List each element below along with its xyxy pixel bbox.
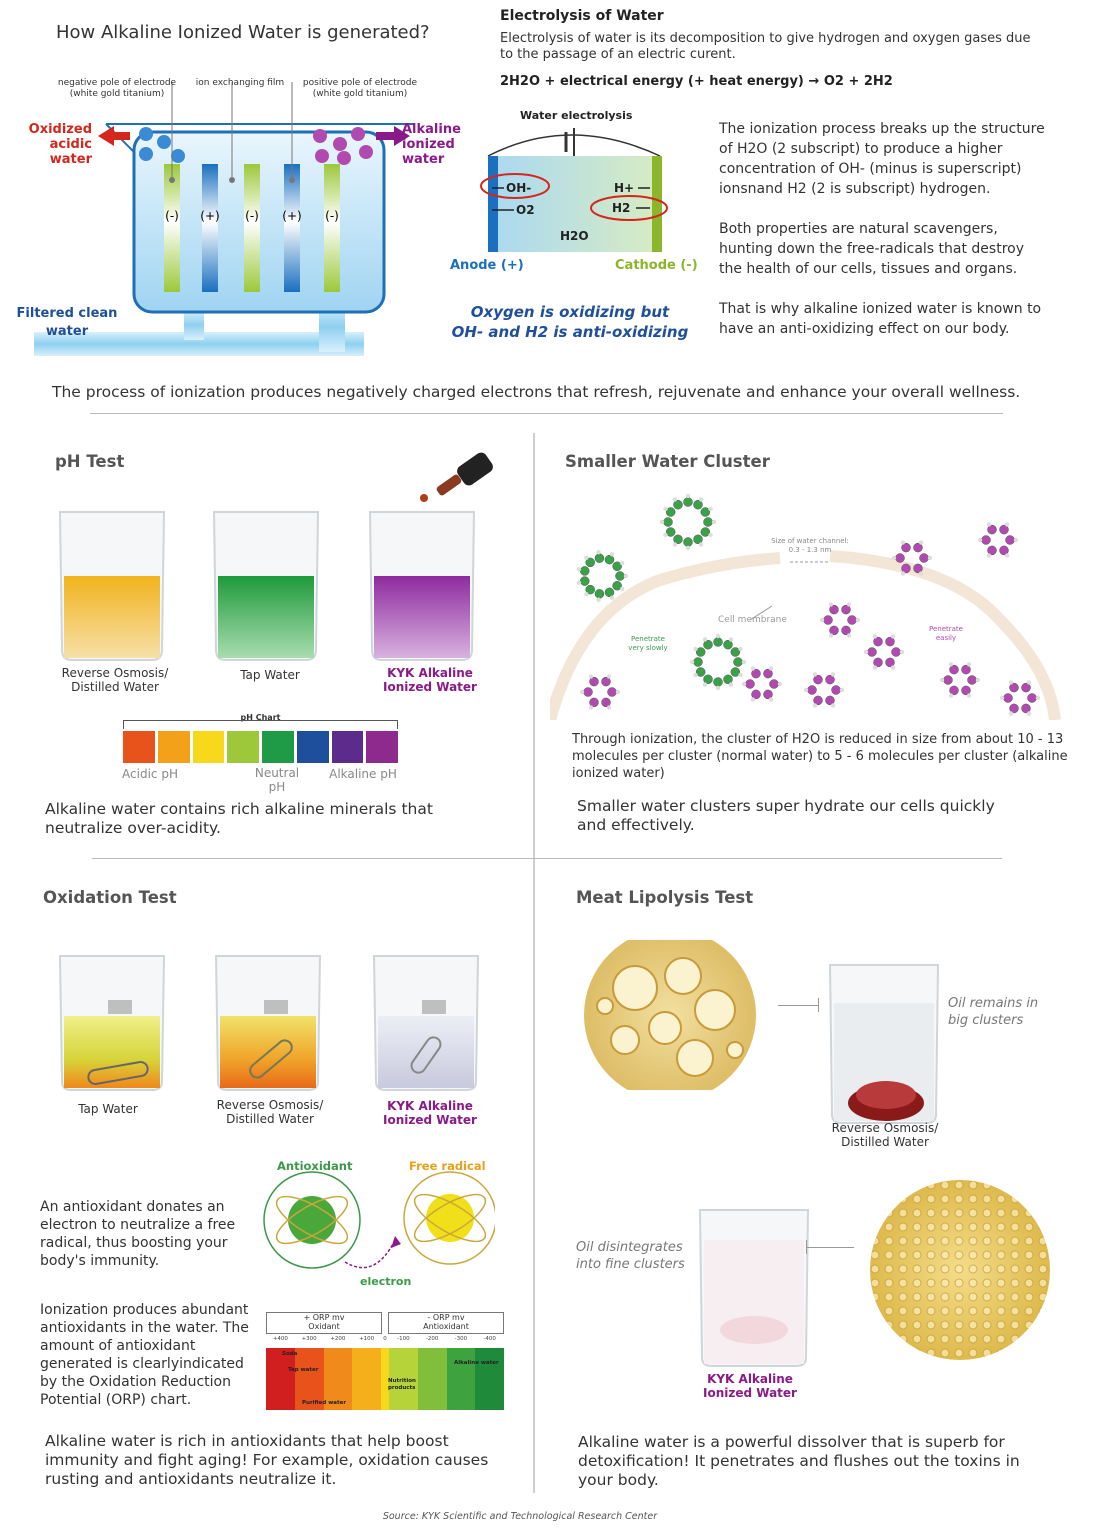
ox-beaker-label-kyk: KYK Alkaline Ionized Water	[383, 1099, 477, 1127]
large-cluster-icon	[690, 634, 746, 690]
orp-tick-label: -100	[397, 1336, 410, 1342]
oil-big-clusters-note: Oil remains in big clusters	[948, 996, 1039, 1028]
electrolysis-equation: 2H2O + electrical energy (+ heat energy) → O2 + 2H2	[500, 74, 893, 89]
small-cluster-icon	[978, 522, 1018, 558]
electron-label: electron	[360, 1275, 412, 1288]
antioxidant-label: Antioxidant	[277, 1159, 353, 1173]
cluster-heading: Smaller Water Cluster	[565, 452, 770, 471]
orp-ticks	[266, 1336, 504, 1346]
orp-plus-header: + ORP mv Oxidant	[266, 1312, 382, 1334]
h-plus-label: H+	[614, 181, 635, 195]
small-cluster-icon	[1000, 680, 1040, 716]
plate-sign: (-)	[165, 209, 179, 223]
ph-label-neutral: Neutral pH	[254, 766, 300, 794]
label-filtered-water: Filtered clean water	[16, 306, 118, 339]
plate-sign: (+)	[282, 209, 302, 223]
penetrate-slowly-label: Penetrate very slowly	[628, 635, 668, 652]
lipolysis-beaker-label-ro: Reverse Osmosis/ Distilled Water	[831, 1121, 939, 1149]
orp-bar	[266, 1348, 298, 1410]
orp-label-purified: Purified water	[302, 1400, 347, 1406]
ionization-orp-text: Ionization produces abundant antioxidants in the water. The amount of antioxidant generated is clearlyindicated by the Oxidation Reduction Potential (ORP) chart.	[40, 1302, 249, 1408]
orp-tick-label: +200	[330, 1336, 346, 1342]
beaker-label-ro: Reverse Osmosis/ Distilled Water	[61, 666, 169, 694]
water-electrolysis-diagram	[450, 104, 710, 284]
antioxidant-diagram	[255, 1170, 495, 1290]
ph-swatch	[366, 731, 398, 763]
ionization-paragraph-1: The ionization process breaks up the structure of H2O (2 subscript) to produce a higher concentration of OH- (minus is superscript) ionsnand H2 (2 is subscript) hydrogen.	[719, 121, 1045, 197]
lipolysis-beaker-label-kyk: KYK Alkaline Ionized Water	[703, 1372, 797, 1400]
orp-label-nutrition: Nutrition products	[388, 1378, 416, 1391]
water-channel-label: Size of water channel: 0.3 - 1.3 nm	[771, 537, 849, 554]
source-credit: Source: KYK Scientific and Technological Research Center	[382, 1511, 658, 1522]
small-cluster-icon	[804, 672, 844, 708]
ph-swatch	[297, 731, 329, 763]
anode-label: Anode (+)	[450, 258, 524, 273]
lipolysis-text: Alkaline water is a powerful dissolver that is superb for detoxification! It penetrates and flushes out the toxins in your body.	[578, 1433, 1020, 1489]
label-alkaline-water: Alkaline ionized water	[402, 122, 461, 167]
small-cluster-icon	[864, 634, 904, 670]
orp-tick-label: 0	[383, 1336, 387, 1342]
beaker-ro	[60, 512, 164, 660]
label-negative-pole: negative pole of electrode (white gold titanium)	[57, 78, 177, 99]
ph-swatch	[227, 731, 259, 763]
beaker-label-tap: Tap Water	[240, 668, 300, 682]
orp-label-alkaline: Alkaline water	[454, 1360, 499, 1366]
lipolysis-heading: Meat Lipolysis Test	[576, 888, 754, 907]
cluster-text-2: Smaller water clusters super hydrate our cells quickly and effectively.	[577, 797, 995, 834]
oh-label: OH-	[506, 181, 532, 195]
small-cluster-icon	[940, 662, 980, 698]
orp-chart	[266, 1312, 504, 1410]
oil-big-clusters-image	[575, 940, 765, 1090]
oil-fine-clusters-image	[868, 1178, 1052, 1362]
oil-fine-clusters-note: Oil disintegrates into fine clusters	[576, 1240, 685, 1272]
beaker-tap	[214, 512, 318, 660]
h2o-label: H2O	[560, 229, 589, 243]
plate-sign: (+)	[200, 209, 220, 223]
orp-minus-header: - ORP mv Antioxidant	[388, 1312, 504, 1334]
orp-tick-label: -200	[425, 1336, 439, 1342]
cell-membrane-label: Cell membrane	[718, 615, 787, 625]
oxidation-text: Alkaline water is rich in antioxidants that help boost immunity and fight aging! For example, oxidation causes rusting and antioxidants neutralize it.	[45, 1432, 489, 1488]
orp-bar	[418, 1348, 447, 1410]
meat-beaker-kyk	[690, 1200, 820, 1368]
water-electrolysis-title: Water electrolysis	[520, 109, 633, 122]
label-oxidized-water: Oxidized acidic water	[28, 122, 92, 167]
ph-swatch	[262, 731, 294, 763]
orp-tick-label: -300	[454, 1336, 468, 1342]
ionization-summary: The process of ionization produces negatively charged electrons that refresh, rejuvenate and enhance your overall wellness.	[52, 383, 1021, 401]
electrolysis-heading: Electrolysis of Water	[500, 8, 664, 24]
divider	[90, 413, 1003, 414]
beaker-label-kyk: KYK Alkaline Ionized Water	[383, 666, 477, 694]
small-cluster-icon	[820, 602, 860, 638]
plate-sign: (-)	[325, 209, 339, 223]
ph-swatch	[123, 731, 155, 763]
page-title: How Alkaline Ionized Water is generated?	[56, 22, 430, 43]
beaker-kyk	[370, 512, 474, 660]
ph-color-scale	[123, 731, 398, 763]
slogan-line-1: Oxygen is oxidizing but	[470, 303, 670, 321]
label-positive-pole: positive pole of electrode (white gold titanium)	[302, 78, 418, 99]
large-cluster-icon	[660, 494, 716, 550]
o2-label: O2	[516, 203, 535, 217]
orp-label-tap: Tap water	[288, 1367, 319, 1373]
arrow-left-icon	[98, 126, 114, 146]
orp-bar	[475, 1348, 504, 1410]
cluster-illustration	[550, 480, 1070, 720]
large-cluster-icon	[577, 550, 628, 602]
ph-swatch	[158, 731, 190, 763]
electrolysis-description: Electrolysis of water is its decomposition to give hydrogen and oxygen gases due to the passage of an electric curent.	[500, 31, 1031, 62]
oxidation-beakers-illustration	[40, 940, 520, 1105]
small-cluster-icon	[580, 674, 620, 710]
orp-tick-label: +300	[301, 1336, 317, 1342]
ph-beakers-illustration	[40, 440, 520, 680]
plate-sign: (-)	[245, 209, 259, 223]
ph-swatch	[332, 731, 364, 763]
orp-tick-label: +400	[272, 1336, 288, 1342]
orp-bar	[352, 1348, 381, 1410]
vertical-divider	[533, 433, 535, 1493]
orp-label-soda: Soda	[282, 1351, 298, 1357]
ph-swatch	[193, 731, 225, 763]
ph-label-acidic: Acidic pH	[122, 767, 178, 781]
divider	[92, 858, 1002, 859]
ionization-paragraph-2: Both properties are natural scavengers, hunting down the free-radicals that destroy the health of our cells, tissues and organs.	[719, 221, 1024, 277]
orp-tick-label: +100	[359, 1336, 375, 1342]
h2-label: H2	[612, 201, 631, 215]
ph-text: Alkaline water contains rich alkaline minerals that neutralize over-acidity.	[45, 800, 433, 837]
ox-beaker-label-ro: Reverse Osmosis/ Distilled Water	[216, 1098, 324, 1126]
label-film: ion exchanging film	[195, 78, 285, 88]
oxidation-heading: Oxidation Test	[43, 888, 177, 907]
orp-bar	[447, 1348, 476, 1410]
orp-tick-label: -400	[483, 1336, 496, 1342]
oxidizing-slogan	[450, 302, 690, 342]
ph-label-alkaline: Alkaline pH	[329, 767, 397, 781]
slogan-line-2: OH- and H2 is anti-oxidizing	[451, 323, 689, 341]
ph-chart-title: pH Chart	[240, 713, 281, 722]
dropper-icon	[420, 450, 495, 502]
ph-test-heading: pH Test	[55, 452, 125, 471]
antioxidant-text: An antioxidant donates an electron to neutralize a free radical, thus boosting your body's immunity.	[40, 1199, 236, 1269]
ionization-paragraph-3: That is why alkaline ionized water is known to have an anti-oxidizing effect on our body.	[719, 301, 1042, 337]
small-cluster-icon	[742, 666, 782, 702]
cluster-text-1: Through ionization, the cluster of H2O is reduced in size from about 10 - 13 molecules per cluster (normal water) to 5 - 6 molecules per cluster (alkaline ionized water)	[572, 732, 1068, 781]
ox-beaker-label-tap: Tap Water	[78, 1102, 138, 1116]
cathode-label: Cathode (-)	[615, 258, 698, 273]
meat-beaker-ro	[820, 955, 950, 1127]
free-radical-label: Free radical	[409, 1159, 486, 1173]
penetrate-easily-label: Penetrate easily	[929, 625, 963, 642]
